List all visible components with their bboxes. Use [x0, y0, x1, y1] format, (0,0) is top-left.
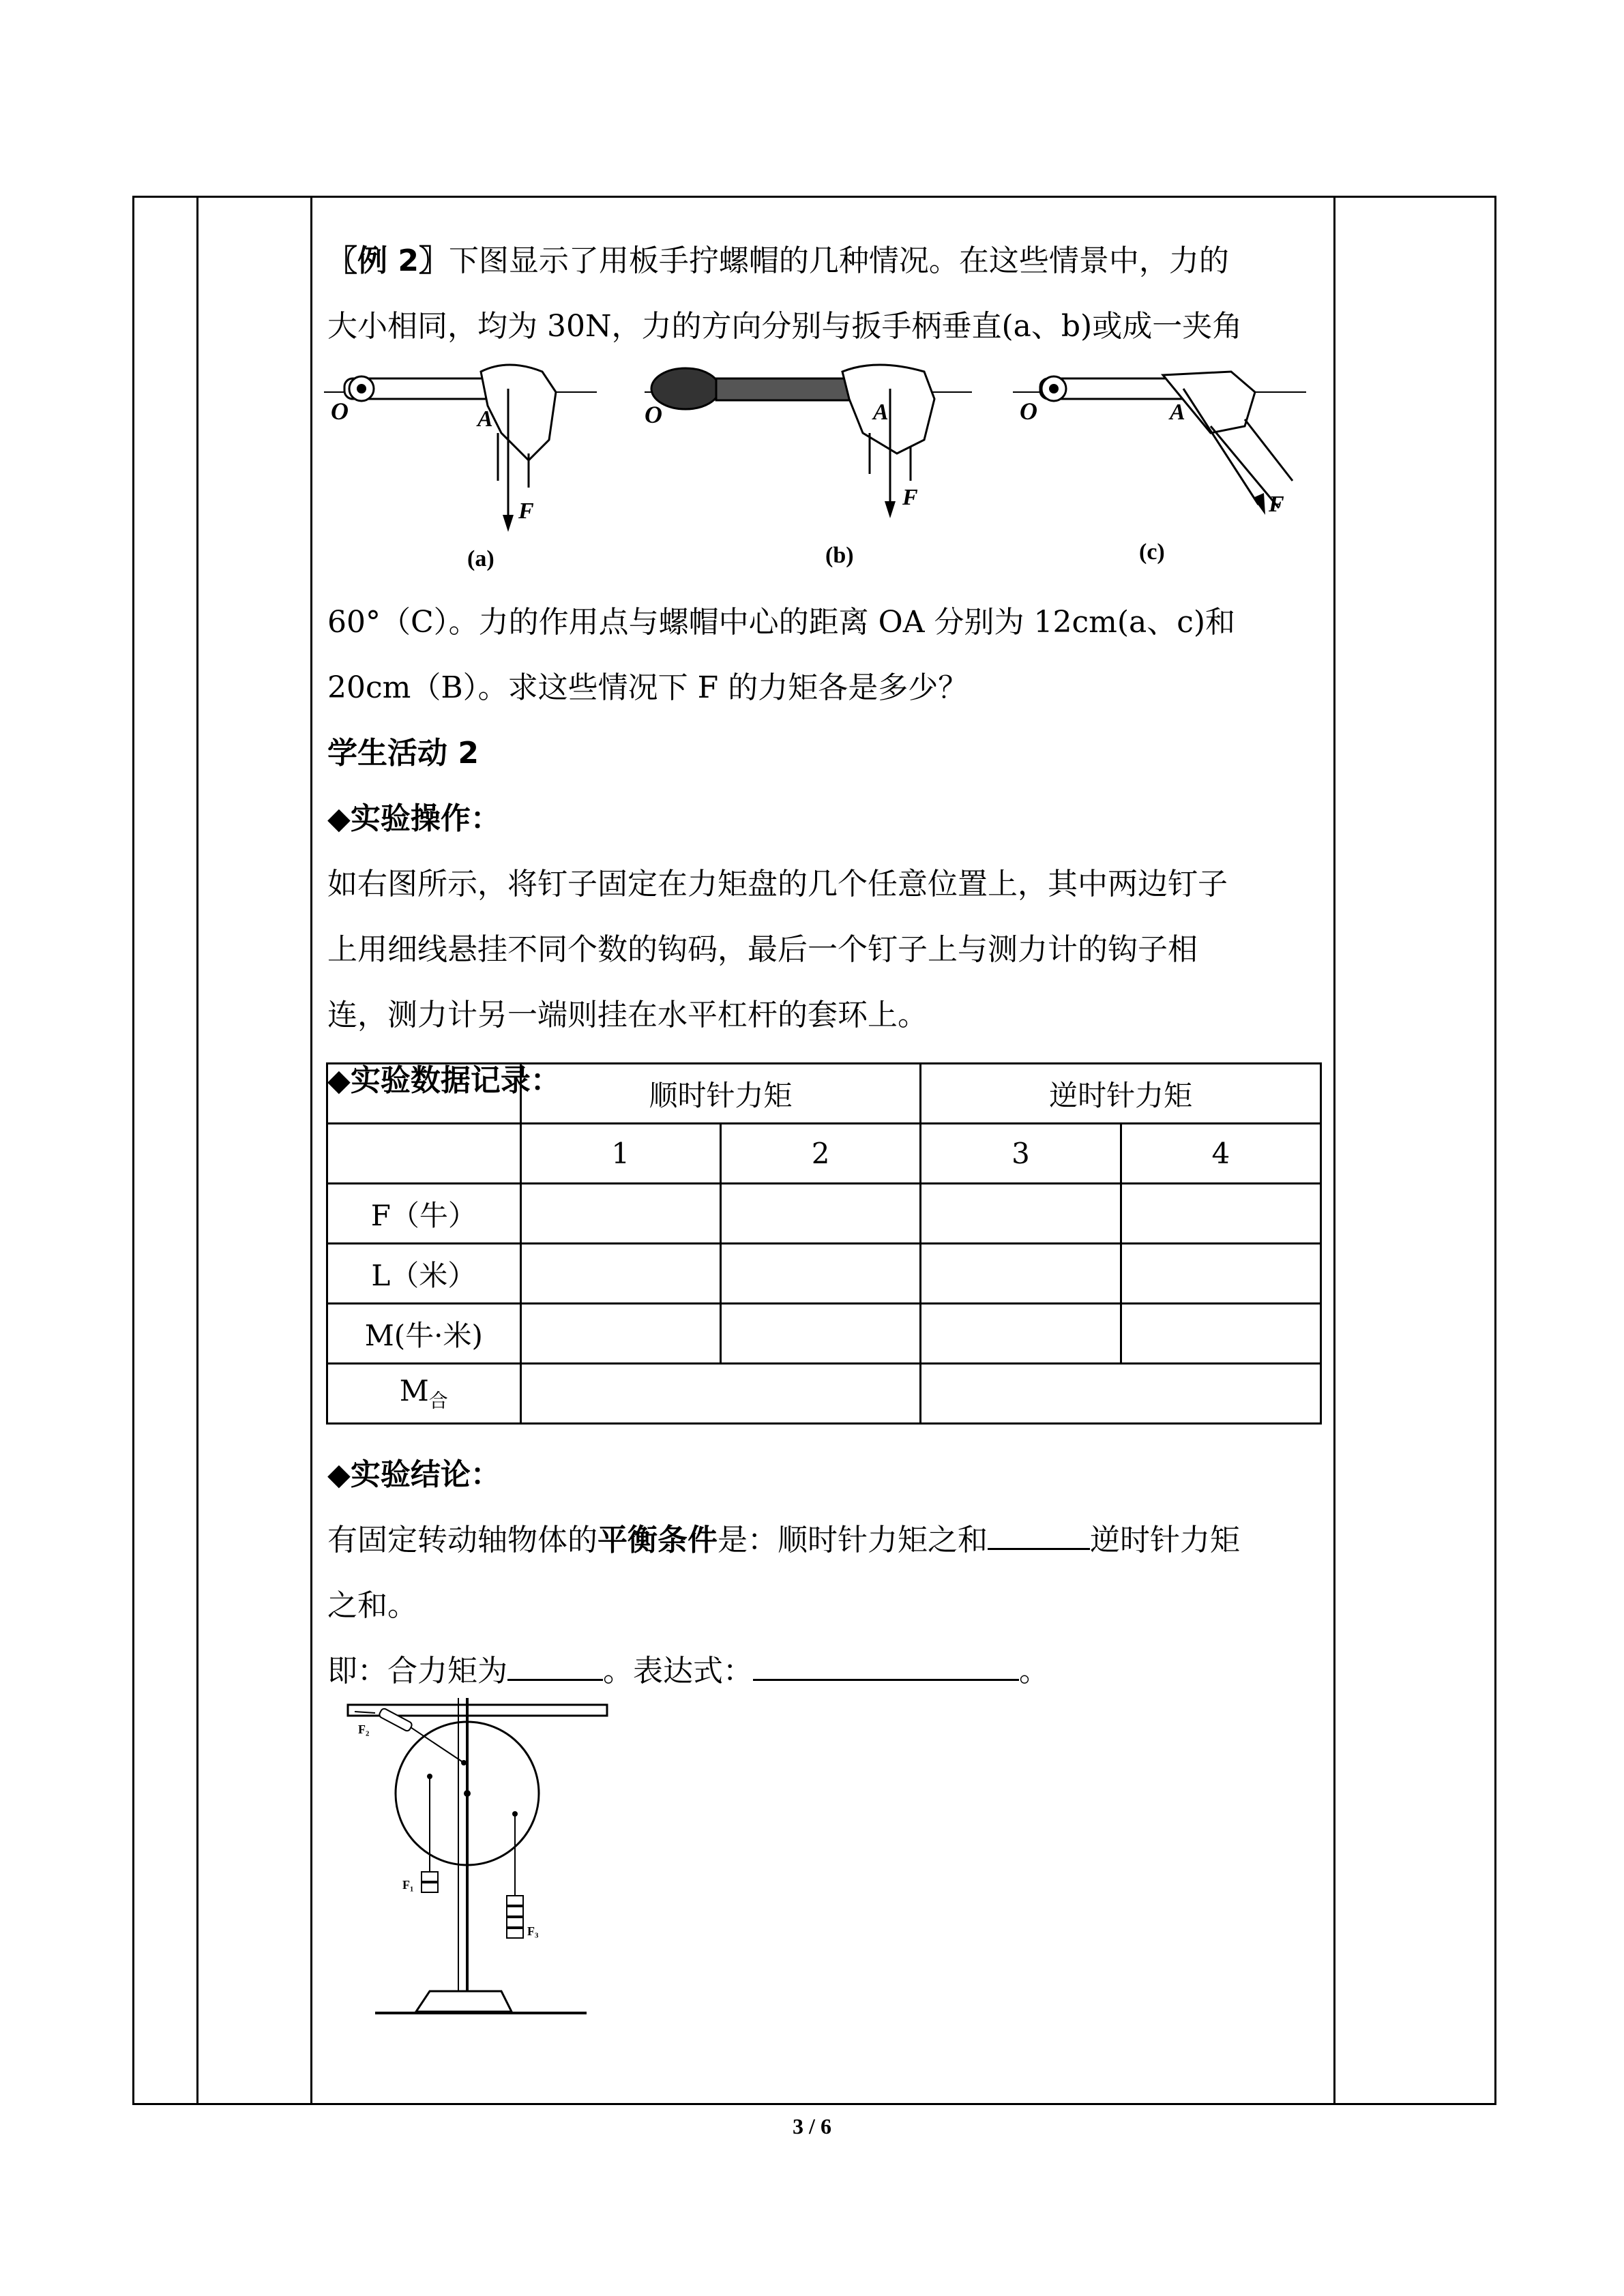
caption-b: (b) — [825, 543, 854, 568]
row-label-l: L（米） — [327, 1244, 521, 1304]
col-2: 2 — [720, 1124, 920, 1184]
example-line-3: 60°（C）。力的作用点与螺帽中心的距离 OA 分别为 12cm(a、c)和 — [327, 605, 1236, 640]
label-f-c: F — [1269, 492, 1284, 517]
example-tag: 〖例 2〗 — [327, 243, 449, 278]
table-cell — [520, 1244, 720, 1304]
figure-a — [324, 365, 597, 571]
col-3: 3 — [921, 1124, 1121, 1184]
caption-a: (a) — [467, 546, 494, 571]
table-cell — [720, 1244, 920, 1304]
table-cell — [520, 1364, 921, 1424]
label-a-a: A — [477, 406, 493, 432]
label-o-c: O — [1020, 398, 1037, 425]
conclusion-line-1: 有固定转动轴物体的平衡条件是：顺时针力矩之和 逆时针力矩 — [327, 1508, 1323, 1573]
col-4: 4 — [1121, 1124, 1320, 1184]
row-label-msum: $M_合$ — [327, 1364, 521, 1424]
table-cell — [921, 1364, 1321, 1424]
header-clockwise: 顺时针力矩 — [520, 1064, 921, 1124]
blank-expression — [753, 1652, 1019, 1681]
table-row — [327, 1184, 1321, 1244]
conclusion-line-3: 即：合力矩为 。表达式： 。 — [327, 1639, 1323, 1704]
example-line-2: 大小相同，均为 30N，力的方向分别与扳手柄垂直(a、b)或成一夹角 — [327, 309, 1243, 344]
label-a-b: A — [873, 400, 889, 425]
label-f3: F₃ — [527, 1924, 539, 1938]
table-cell — [520, 1304, 720, 1364]
blank-net-torque — [507, 1652, 603, 1681]
wrench-figures — [324, 351, 1327, 576]
blank-relation — [988, 1521, 1090, 1550]
table-cell — [1121, 1244, 1320, 1304]
table-row — [327, 1124, 1321, 1184]
example-text — [327, 228, 1323, 359]
table-cell — [720, 1184, 920, 1244]
operation-heading: ◆实验操作： — [327, 801, 501, 836]
label-f-b: F — [902, 485, 918, 510]
table-row — [327, 1244, 1321, 1304]
table-cell — [720, 1304, 920, 1364]
conclusion-line-2: 之和。 — [327, 1588, 417, 1623]
table-cell — [1121, 1184, 1320, 1244]
data-table — [326, 1062, 1322, 1425]
table-row — [327, 1304, 1321, 1364]
column-line-1 — [196, 196, 198, 2105]
col-1: 1 — [520, 1124, 720, 1184]
page-number: 3 / 6 — [793, 2114, 831, 2138]
label-f2: F₂ — [358, 1723, 370, 1736]
table-cell — [327, 1124, 521, 1184]
torque-disc-apparatus — [334, 1691, 621, 2025]
table-row — [327, 1064, 1321, 1124]
example-line-4: 20cm（B）。求这些情况下 F 的力矩各是多少？ — [327, 670, 969, 705]
table-row — [327, 1364, 1321, 1424]
operation-line-2: 上用细线悬挂不同个数的钩码，最后一个钉子上与测力计的钩子相 — [327, 932, 1198, 967]
row-label-f: F（牛） — [327, 1184, 521, 1244]
caption-c: (c) — [1139, 539, 1165, 565]
conclusion-heading: ◆实验结论： — [327, 1457, 501, 1492]
record-heading: ◆实验数据记录： — [327, 1063, 561, 1098]
activity-title: 学生活动 2 — [327, 736, 479, 771]
label-f1: F₁ — [402, 1878, 414, 1892]
operation-line-3: 连，测力计另一端则挂在水平杠杆的套环上。 — [327, 998, 928, 1032]
table-cell — [921, 1244, 1121, 1304]
column-line-3 — [1333, 196, 1335, 2105]
figure-b — [645, 365, 972, 568]
wrench-figure-svg — [324, 351, 1327, 576]
table-cell — [520, 1184, 720, 1244]
conclusion-text — [327, 1442, 1323, 1704]
header-counterclockwise: 逆时针力矩 — [921, 1064, 1321, 1124]
figure-c — [1013, 372, 1306, 565]
label-o-b: O — [645, 401, 662, 428]
operation-line-1: 如右图所示，将钉子固定在力矩盘的几个任意位置上，其中两边钉子 — [327, 867, 1228, 901]
table-cell — [1121, 1304, 1320, 1364]
label-o-a: O — [331, 398, 349, 425]
main-text — [327, 590, 1323, 1114]
column-line-2 — [310, 196, 312, 2105]
table-cell — [921, 1304, 1121, 1364]
label-f-a: F — [518, 498, 534, 524]
row-label-m: M(牛·米) — [327, 1304, 521, 1364]
table-cell — [327, 1064, 521, 1124]
table-cell — [921, 1184, 1121, 1244]
example-line-1: 〖例 2〗下图显示了用板手拧螺帽的几种情况。在这些情景中，力的 — [327, 243, 1229, 278]
label-a-c: A — [1170, 400, 1185, 425]
